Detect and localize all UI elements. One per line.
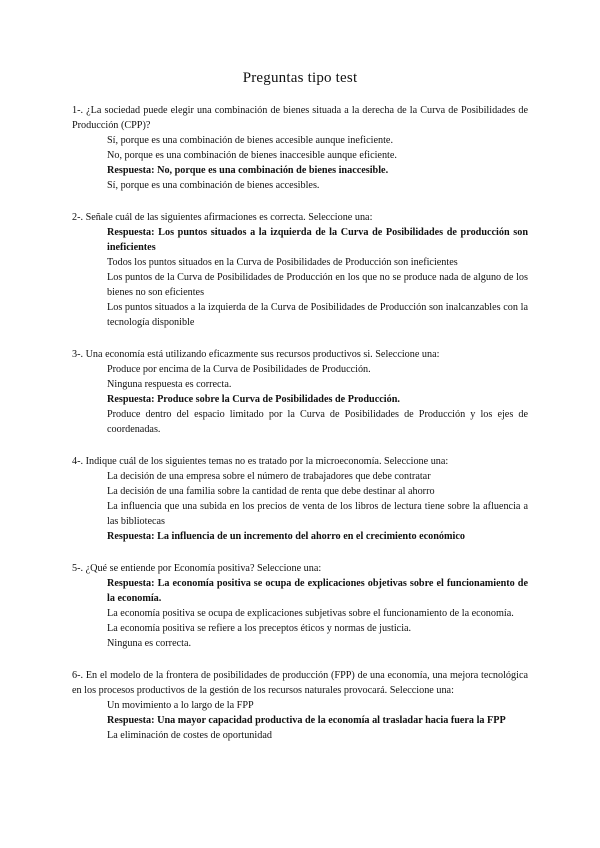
answer-option: La decisión de una empresa sobre el número de trabajadores que debe contratar xyxy=(107,471,431,482)
answer-option: Produce por encima de la Curva de Posibilidades de Producción. xyxy=(107,364,371,375)
correct-answer: Respuesta: Produce sobre la Curva de Posibilidades de Producción. xyxy=(107,394,400,405)
question-4 xyxy=(72,454,528,544)
page-title: Preguntas tipo test xyxy=(242,70,358,86)
answer-option: Los puntos situados a la izquierda de la Curva de Posibilidades de Producción son inalcanzables con la tecnología disponible xyxy=(107,302,528,328)
question-stem: 5-. ¿Qué se entiende por Economía positiva? Seleccione una: xyxy=(72,563,322,574)
question-stem: 1-. ¿La sociedad puede elegir una combinación de bienes situada a la derecha de la Curva de Posibilidades de Producción (CPP)? xyxy=(72,105,528,131)
question-6 xyxy=(72,668,528,743)
correct-answer: Respuesta: Una mayor capacidad productiva de la economía al trasladar hacia fuera la FPP xyxy=(107,715,506,726)
answer-options xyxy=(107,133,528,193)
answer-options xyxy=(107,576,528,651)
answer-option: Ninguna es correcta. xyxy=(107,638,192,649)
question-2 xyxy=(72,210,528,330)
answer-option: Sí, porque es una combinación de bienes accesible aunque ineficiente. xyxy=(107,135,393,146)
question-5 xyxy=(72,561,528,651)
answer-option: La economía positiva se ocupa de explicaciones subjetivas sobre el funcionamiento de la economía. xyxy=(107,608,514,619)
answer-option: Todos los puntos situados en la Curva de Posibilidades de Producción son ineficientes xyxy=(107,257,458,268)
answer-options xyxy=(107,225,528,330)
answer-option: Un movimiento a lo largo de la FPP xyxy=(107,700,254,711)
answer-option: La influencia que una subida en los precios de venta de los libros de lectura tiene sobre la afluencia a las bibliotecas xyxy=(107,501,528,527)
correct-answer: Respuesta: La economía positiva se ocupa de explicaciones objetivas sobre el funcionamiento de la economía. xyxy=(107,578,528,604)
correct-answer: Respuesta: No, porque es una combinación de bienes inaccesible. xyxy=(107,165,389,176)
answer-option: La economía positiva se refiere a los preceptos éticos y normas de justicia. xyxy=(107,623,412,634)
answer-option: No, porque es una combinación de bienes inaccesible aunque eficiente. xyxy=(107,150,397,161)
correct-answer: Respuesta: La influencia de un incremento del ahorro en el crecimiento económico xyxy=(107,531,465,542)
question-stem: 6-. En el modelo de la frontera de posibilidades de producción (FPP) de una economía, una mejora tecnológica en los procesos productivos de la gestión de los recursos naturales provocará. Seleccione una: xyxy=(72,670,528,696)
question-stem: 4-. Indique cuál de los siguientes temas no es tratado por la microeconomía. Seleccione una: xyxy=(72,456,449,467)
question-list xyxy=(72,103,528,760)
correct-answer: Respuesta: Los puntos situados a la izquierda de la Curva de Posibilidades de producción son ineficientes xyxy=(107,227,528,253)
answer-option: Produce dentro del espacio limitado por la Curva de Posibilidades de Producción y los ejes de coordenadas. xyxy=(107,409,528,435)
answer-option: La eliminación de costes de oportunidad xyxy=(107,730,272,741)
answer-option: Sí, porque es una combinación de bienes accesibles. xyxy=(107,180,320,191)
question-1 xyxy=(72,103,528,193)
answer-options xyxy=(107,469,528,544)
question-stem: 3-. Una economía está utilizando eficazmente sus recursos productivos si. Seleccione una: xyxy=(72,349,440,360)
answer-option: Ninguna respuesta es correcta. xyxy=(107,379,232,390)
question-3 xyxy=(72,347,528,437)
answer-options xyxy=(107,362,528,437)
answer-options xyxy=(107,698,528,743)
answer-option: Los puntos de la Curva de Posibilidades de Producción en los que no se produce nada de alguno de los bienes no son eficientes xyxy=(107,272,528,298)
answer-option: La decisión de una familia sobre la cantidad de renta que debe destinar al ahorro xyxy=(107,486,435,497)
question-stem: 2-. Señale cuál de las siguientes afirmaciones es correcta. Seleccione una: xyxy=(72,212,373,223)
